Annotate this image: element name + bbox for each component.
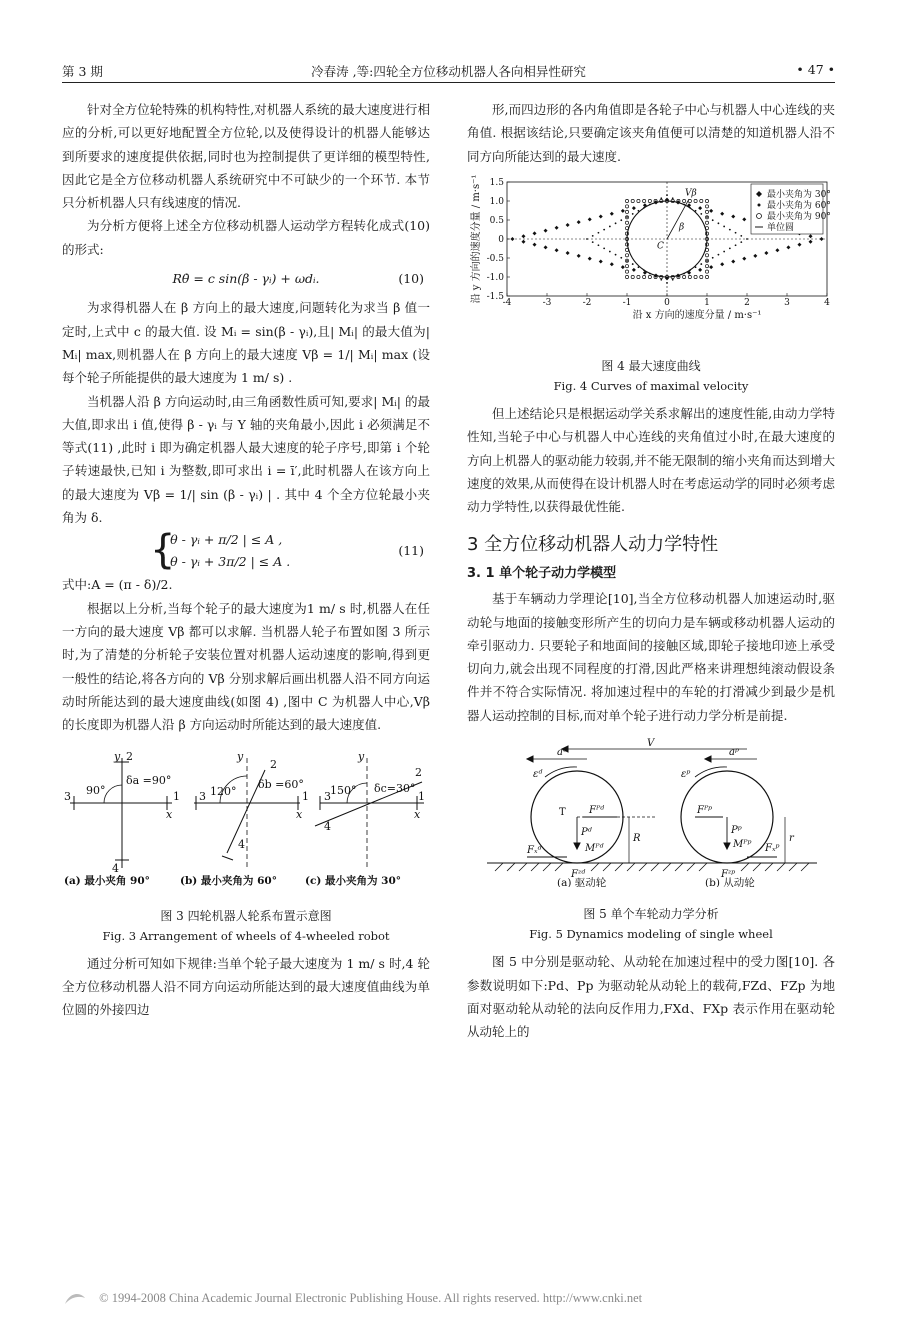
svg-text:aᵖ: aᵖ bbox=[729, 747, 739, 759]
paragraph: 为分析方便将上述全方位移动机器人运动学方程转化成式(10)的形式: bbox=[62, 218, 430, 257]
fig5-diagram bbox=[467, 737, 835, 887]
series-90-point bbox=[700, 275, 703, 278]
series-30-point bbox=[621, 209, 625, 213]
series-90-point bbox=[705, 210, 708, 213]
series-30-point bbox=[632, 268, 636, 272]
fig4-chart bbox=[467, 174, 835, 339]
fig3-sub-c: (c) 最小夹角为 30° bbox=[305, 875, 402, 888]
series-30-point bbox=[731, 214, 735, 218]
series-30-point bbox=[698, 268, 702, 272]
section-heading: 3 全方位移动机器人动力学特性 bbox=[467, 533, 719, 555]
fig3-panel-a bbox=[64, 750, 180, 875]
series-30-point bbox=[588, 257, 592, 261]
svg-text:Mᴾᵖ: Mᴾᵖ bbox=[733, 839, 752, 851]
series-90-point bbox=[705, 205, 708, 208]
series-60-point bbox=[598, 244, 600, 246]
y-tick-label: -1.0 bbox=[486, 272, 504, 283]
series-60-point bbox=[672, 279, 674, 281]
series-30-point bbox=[720, 212, 724, 216]
series-30-point bbox=[698, 206, 702, 210]
series-60-point bbox=[706, 260, 708, 262]
paragraph: 为求得机器人在 β 方向上的最大速度,问题转化为求当 β 值一定时,上式中 c 的最大值. 设 Mᵢ = sin(β - γᵢ),且| Mᵢ| 的最大值为| Mᵢ| max,则机器人在 β 方向上的最大速度 Vβ = 1/| Mᵢ| max (设每个轮子所能提供的最大速度为 1 m/ s) . bbox=[62, 300, 430, 386]
svg-text:Pᵈ: Pᵈ bbox=[581, 827, 592, 839]
page-number: • 47 • bbox=[796, 62, 835, 77]
series-60-point bbox=[655, 200, 657, 202]
fig5-sub-a: (a) 驱动轮 bbox=[557, 877, 607, 888]
left-column bbox=[62, 98, 430, 1022]
series-90-point bbox=[705, 199, 708, 202]
series-30-point bbox=[610, 262, 614, 266]
series-60-point bbox=[666, 282, 668, 284]
series-30-point bbox=[521, 240, 525, 244]
equation-where: 式中:A = (π - δ)/2. bbox=[62, 577, 173, 593]
svg-text:Fᴾᵈ: Fᴾᵈ bbox=[589, 805, 605, 817]
paragraph: 图 5 中分别是驱动轮、从动轮在加速过程中的受力图[10]. 各参数说明如下:Pd、Pp 为驱动轮从动轮上的载荷,FZd、FZp 为地面对驱动轮从动轮的法向反作用力,FXd、FXp 表示作用在驱动轮从动轮上的 bbox=[467, 954, 835, 1040]
series-30-point bbox=[786, 245, 790, 249]
legend-marker bbox=[758, 203, 761, 206]
series-60-point bbox=[643, 269, 645, 271]
paragraph: 形,而四边形的各内角值即是各轮子中心与机器人中心连线的夹角值. 根据该结论,只要确定该夹角值便可以清楚的知道机器人沿不同方向所能达到的最大速度. bbox=[467, 102, 835, 164]
x-tick-label: 4 bbox=[824, 297, 830, 308]
series-30-point bbox=[533, 231, 537, 235]
series-90-point bbox=[625, 270, 628, 273]
series-30-point bbox=[709, 209, 713, 213]
y-tick-label: 0 bbox=[498, 234, 504, 245]
series-30-point bbox=[720, 262, 724, 266]
series-90-point bbox=[705, 254, 708, 257]
svg-text:εᵖ: εᵖ bbox=[681, 769, 691, 781]
series-60-point bbox=[598, 232, 600, 234]
x-tick-label: 2 bbox=[744, 297, 750, 308]
legend-label: 单位圆 bbox=[767, 222, 795, 233]
series-90-point bbox=[688, 275, 691, 278]
fig5-caption-cn: 图 5 单个车轮动力学分析 bbox=[583, 907, 719, 922]
series-60-point bbox=[660, 197, 662, 199]
equation-number: (11) bbox=[398, 543, 424, 559]
series-30-point bbox=[820, 237, 824, 241]
figure-4 bbox=[467, 174, 835, 396]
series-60-point bbox=[735, 232, 737, 234]
series-60-point bbox=[718, 254, 720, 256]
series-60-point bbox=[649, 204, 651, 206]
series-60-point bbox=[620, 257, 622, 259]
svg-text:T: T bbox=[559, 807, 566, 819]
y-tick-label: -1.5 bbox=[486, 291, 504, 302]
series-60-point bbox=[643, 207, 645, 209]
svg-text:4: 4 bbox=[112, 862, 119, 876]
series-30-point bbox=[555, 248, 559, 252]
v-beta-vector bbox=[667, 199, 689, 239]
series-90-point bbox=[643, 199, 646, 202]
series-60-point bbox=[723, 225, 725, 227]
series-90-point bbox=[625, 199, 628, 202]
paragraph: 根据以上分析,当每个轮子的最大速度为1 m/ s 时,机器人在任一方向的最大速度 Vβ 都可以求解. 当机器人轮子布置如图 3 所示时,为了清楚的分析轮子安装位置对机器人运动速度的影响,得到更一般性的结论,将各方向的 Vβ 分别求解后画出机器人沿不同方向运动时所能达到的最大速度曲线(如图 4) ,图中 C 为机器人中心,Vβ 的长度即为机器人沿 β 方向运动时所能达到的最大速度值. bbox=[62, 600, 430, 733]
series-60-point bbox=[740, 241, 742, 243]
right-column bbox=[467, 98, 835, 1044]
series-30-point bbox=[709, 265, 713, 269]
y-tick-label: 1.0 bbox=[489, 196, 504, 207]
y-tick-label: -0.5 bbox=[486, 253, 504, 264]
series-30-point bbox=[731, 259, 735, 263]
series-90-point bbox=[705, 264, 708, 267]
series-90-point bbox=[625, 226, 628, 229]
svg-text:1: 1 bbox=[418, 790, 425, 804]
series-60-point bbox=[672, 197, 674, 199]
series-90-point bbox=[625, 248, 628, 251]
svg-text:2: 2 bbox=[270, 758, 277, 772]
series-60-point bbox=[678, 276, 680, 278]
series-90-point bbox=[631, 199, 634, 202]
fig3-caption-cn: 图 3 四轮机器人轮系布置示意图 bbox=[160, 908, 332, 923]
series-30-point bbox=[566, 223, 570, 227]
series-60-point bbox=[620, 219, 622, 221]
series-60-point bbox=[615, 222, 617, 224]
fig4-caption-en: Fig. 4 Curves of maximal velocity bbox=[553, 379, 749, 394]
fig3-delta-c: δc=30° bbox=[374, 782, 416, 796]
svg-text:Fᴾᵖ: Fᴾᵖ bbox=[697, 805, 713, 817]
series-30-point bbox=[510, 237, 514, 241]
series-90-point bbox=[705, 221, 708, 224]
svg-text:y: y bbox=[114, 750, 121, 764]
annotation-center: C bbox=[657, 241, 664, 252]
series-30-point bbox=[775, 248, 779, 252]
paragraph: 通过分析可知如下规律:当单个轮子最大速度为 1 m/ s 时,4 轮全方位移动机器人沿不同方向运动所能达到的最大速度值曲线为单位圆的外接四边 bbox=[62, 955, 430, 1018]
legend-label: 最小夹角为 60° bbox=[767, 200, 831, 211]
series-30-point bbox=[577, 220, 581, 224]
svg-text:2: 2 bbox=[126, 750, 133, 764]
annotation-vbeta: Vβ bbox=[685, 188, 697, 199]
series-60-point bbox=[586, 238, 588, 240]
series-90-point bbox=[631, 275, 634, 278]
series-60-point bbox=[592, 241, 594, 243]
series-90-point bbox=[643, 275, 646, 278]
series-60-point bbox=[632, 213, 634, 215]
svg-text:1: 1 bbox=[173, 790, 180, 804]
series-60-point bbox=[746, 238, 748, 240]
series-60-point bbox=[729, 229, 731, 231]
x-tick-label: -3 bbox=[542, 297, 552, 308]
series-60-point bbox=[678, 200, 680, 202]
series-30-point bbox=[797, 243, 801, 247]
series-60-point bbox=[615, 254, 617, 256]
series-90-point bbox=[700, 199, 703, 202]
series-90-point bbox=[705, 275, 708, 278]
series-60-point bbox=[609, 225, 611, 227]
series-30-point bbox=[577, 254, 581, 258]
svg-text:4: 4 bbox=[238, 838, 245, 852]
series-60-point bbox=[718, 222, 720, 224]
copyright-text: © 1994-2008 China Academic Journal Electronic Publishing House. All rights reserved. http://www.cnki.net bbox=[99, 1290, 643, 1305]
fig5-sub-b: (b) 从动轮 bbox=[705, 877, 755, 888]
series-60-point bbox=[655, 276, 657, 278]
series-60-point bbox=[723, 251, 725, 253]
svg-text:x: x bbox=[296, 808, 303, 822]
series-30-point bbox=[544, 228, 548, 232]
equation-line: | θ - γᵢ + π/2 | ≤ A , bbox=[162, 532, 283, 548]
series-60-point bbox=[638, 266, 640, 268]
x-tick-label: 3 bbox=[784, 297, 790, 308]
issue-number: 第 3 期 bbox=[62, 64, 103, 79]
subsection-heading: 3. 1 单个轮子动力学模型 bbox=[467, 565, 617, 581]
series-90-point bbox=[625, 205, 628, 208]
svg-text:x: x bbox=[414, 808, 421, 822]
equation-10 bbox=[62, 267, 430, 290]
paragraph: 基于车辆动力学理论[10],当全方位移动机器人加速运动时,驱动轮与地面的接触变形所产生的切向力是车辆或移动机器人运动的牵引驱动力. 只要轮子和地面间的接触区域,即轮子接地印迹上承受切向力,就会出现不同程度的打滑,因此严格来讲理想纯滚动假设条件并不符合实际情况. 将加速过程中的车轮的打滑减少到最少是机器人运动控制的目标,而对单个轮子进行动力学分析是前提. bbox=[467, 591, 835, 723]
svg-text:R: R bbox=[633, 833, 641, 845]
series-30-point bbox=[742, 217, 746, 221]
paragraph: 针对全方位轮特殊的机构特性,对机器人系统的最大速度进行相应的分析,可以更好地配置全方位轮,以及使得设计的机器人能够达到所要求的速度提供依据,同时也为控制提供了更详细的模型特性,因此它是全方位移动机器人系统研究中不可缺少的一个环节. 本节只分析机器人只有线速度的情况. bbox=[62, 102, 430, 211]
header-rule bbox=[62, 82, 835, 83]
annotation-beta: β bbox=[679, 222, 685, 233]
series-30-point bbox=[599, 214, 603, 218]
fig3-sub-a: (a) 最小夹角 90° bbox=[64, 875, 150, 888]
fig3-angle-a: 90° bbox=[86, 784, 106, 798]
y-axis-label: 沿 y 方向的速度分量 / m·s⁻¹ bbox=[471, 174, 482, 304]
series-60-point bbox=[712, 219, 714, 221]
series-90-point bbox=[625, 221, 628, 224]
svg-text:Mᴾᵈ: Mᴾᵈ bbox=[585, 843, 604, 855]
series-60-point bbox=[740, 235, 742, 237]
x-tick-label: -2 bbox=[582, 297, 592, 308]
svg-text:εᵈ: εᵈ bbox=[533, 769, 543, 781]
x-tick-label: -1 bbox=[622, 297, 632, 308]
series-30-point bbox=[555, 226, 559, 230]
svg-text:Fᶻᵈ: Fᶻᵈ bbox=[571, 869, 586, 881]
series-30-point bbox=[809, 234, 813, 238]
series-60-point bbox=[626, 260, 628, 262]
series-60-point bbox=[632, 263, 634, 265]
series-60-point bbox=[603, 247, 605, 249]
series-60-point bbox=[700, 263, 702, 265]
series-30-point bbox=[742, 257, 746, 261]
legend-label: 最小夹角为 30° bbox=[767, 189, 831, 200]
svg-text:V: V bbox=[647, 738, 655, 750]
series-60-point bbox=[729, 247, 731, 249]
series-30-point bbox=[809, 240, 813, 244]
fig3-sub-b: (b) 最小夹角为 60° bbox=[180, 875, 277, 888]
x-tick-label: 0 bbox=[664, 297, 670, 308]
series-60-point bbox=[592, 235, 594, 237]
series-60-point bbox=[683, 272, 685, 274]
x-tick-label: 1 bbox=[704, 297, 710, 308]
series-60-point bbox=[695, 210, 697, 212]
equation-body: Rθ̇ = c sin(β - γᵢ) + ωdᵢ. bbox=[172, 271, 320, 287]
svg-text:4: 4 bbox=[324, 820, 331, 834]
svg-text:x: x bbox=[166, 808, 173, 822]
series-60-point bbox=[649, 272, 651, 274]
series-90-point bbox=[625, 210, 628, 213]
x-axis-label: 沿 x 方向的速度分量 / m·s⁻¹ bbox=[632, 309, 762, 321]
series-60-point bbox=[700, 213, 702, 215]
series-60-point bbox=[683, 204, 685, 206]
paragraph: 当机器人沿 β 方向运动时,由三角函数性质可知,要求| Mᵢ| 的最大值,即求出 i 值,使得 β - γᵢ 与 Y 轴的夹角最小,因此 i 必须满足不等式(11) ,此时 i 即为确定机器人最大速度的轮子序号,即第 i 个轮子转速最快,已知 i 为整数,即可求出 i = ī′,此时机器人在该方向上的最大速度为 Vβ = 1/| sin (β - γᵢ) | . 其中 4 个全方位轮最小夹角为 δ. bbox=[62, 393, 430, 526]
series-60-point bbox=[609, 251, 611, 253]
brace-glyph: { bbox=[150, 527, 176, 574]
series-90-point bbox=[683, 275, 686, 278]
fig3-angle-c: 150° bbox=[330, 784, 357, 798]
fig3-delta-a: δa =90° bbox=[126, 774, 172, 788]
paragraph: 但上述结论只是根据运动学关系求解出的速度性能,由动力学特性知,当轮子中心与机器人中心连线的夹角值过小时,在最大速度的方向上机器人的驱动能力较弱,并不能无限制的缩小夹角而达到增大速度的效果,从而使得在设计机器人时在考虑运动学的同时必须考虑动力学特性,以获得最优性能. bbox=[467, 406, 835, 515]
series-30-point bbox=[753, 254, 757, 258]
series-90-point bbox=[625, 264, 628, 267]
series-60-point bbox=[603, 229, 605, 231]
series-30-point bbox=[632, 206, 636, 210]
series-90-point bbox=[705, 226, 708, 229]
series-90-point bbox=[648, 275, 651, 278]
svg-text:Pᵖ: Pᵖ bbox=[731, 825, 742, 837]
series-90-point bbox=[625, 275, 628, 278]
fig5-caption-en: Fig. 5 Dynamics modeling of single wheel bbox=[529, 927, 773, 942]
svg-text:2: 2 bbox=[415, 766, 422, 780]
series-60-point bbox=[638, 210, 640, 212]
svg-text:aᵈ: aᵈ bbox=[557, 747, 567, 759]
series-90-point bbox=[683, 199, 686, 202]
equation-11 bbox=[62, 529, 430, 573]
svg-text:3: 3 bbox=[324, 790, 331, 804]
series-30-point bbox=[521, 234, 525, 238]
svg-text:Fₓᵖ: Fₓᵖ bbox=[765, 843, 780, 855]
fig3-angle-b: 120° bbox=[210, 785, 237, 799]
fig3-panel-c bbox=[315, 750, 425, 868]
series-30-point bbox=[533, 243, 537, 247]
series-30-point bbox=[588, 217, 592, 221]
series-30-point bbox=[599, 259, 603, 263]
series-90-point bbox=[705, 248, 708, 251]
series-90-point bbox=[637, 199, 640, 202]
page-header bbox=[62, 62, 835, 82]
x-tick-label: -4 bbox=[502, 297, 512, 308]
svg-text:r: r bbox=[789, 833, 794, 845]
series-60-point bbox=[626, 216, 628, 218]
y-tick-label: 0.5 bbox=[489, 215, 504, 226]
cnki-logo-icon bbox=[62, 1290, 88, 1308]
svg-text:3: 3 bbox=[64, 790, 71, 804]
equation-line: | θ - γᵢ + 3π/2 | ≤ A . bbox=[162, 554, 291, 570]
series-60-point bbox=[695, 266, 697, 268]
series-60-point bbox=[735, 244, 737, 246]
running-title: 冷春涛 ,等:四轮全方位移动机器人各向相异性研究 bbox=[311, 64, 586, 79]
series-30-point bbox=[566, 251, 570, 255]
fig3-caption-en: Fig. 3 Arrangement of wheels of 4-wheeled robot bbox=[102, 928, 390, 943]
series-90-point bbox=[637, 275, 640, 278]
svg-text:y: y bbox=[237, 750, 244, 764]
fig3-diagram bbox=[62, 748, 430, 888]
svg-text:1: 1 bbox=[302, 790, 309, 804]
svg-text:Fₓᵈ: Fₓᵈ bbox=[527, 845, 542, 857]
series-90-point bbox=[705, 270, 708, 273]
fig3-delta-b: δb =60° bbox=[258, 778, 304, 792]
fig4-caption-cn: 图 4 最大速度曲线 bbox=[601, 359, 701, 374]
svg-text:Fᶻᵖ: Fᶻᵖ bbox=[721, 869, 736, 881]
series-60-point bbox=[689, 269, 691, 271]
equation-number: (10) bbox=[398, 271, 424, 287]
series-90-point bbox=[625, 254, 628, 257]
series-30-point bbox=[610, 212, 614, 216]
series-90-point bbox=[694, 275, 697, 278]
svg-text:y: y bbox=[358, 750, 365, 764]
series-30-point bbox=[764, 251, 768, 255]
svg-text:3: 3 bbox=[199, 790, 206, 804]
figure-3 bbox=[62, 748, 430, 945]
series-90-point bbox=[694, 199, 697, 202]
series-30-point bbox=[544, 245, 548, 249]
series-60-point bbox=[666, 194, 668, 196]
figure-5 bbox=[467, 737, 835, 944]
series-60-point bbox=[660, 279, 662, 281]
fig3-panel-b bbox=[194, 750, 309, 868]
legend-label: 最小夹角为 90° bbox=[767, 211, 831, 222]
series-60-point bbox=[689, 207, 691, 209]
page-footer bbox=[62, 1290, 835, 1308]
series-60-point bbox=[706, 216, 708, 218]
series-90-point bbox=[648, 199, 651, 202]
series-30-point bbox=[621, 265, 625, 269]
series-60-point bbox=[712, 257, 714, 259]
y-tick-label: 1.5 bbox=[489, 177, 504, 188]
